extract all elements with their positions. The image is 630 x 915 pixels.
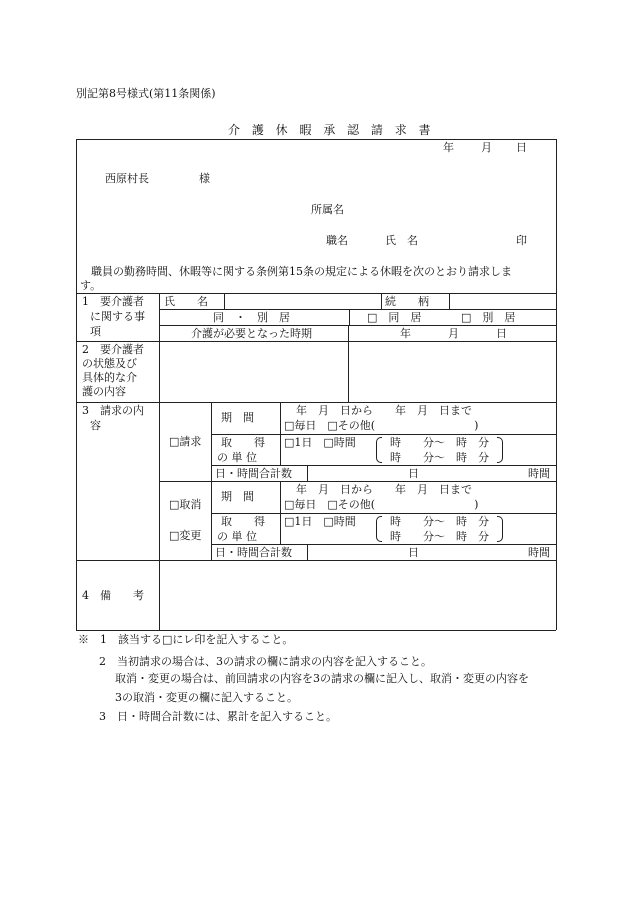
total-day-a: 日 (408, 467, 419, 480)
unit-choice-a[interactable]: □1日 □時間 (284, 436, 356, 449)
s1-label-2: に関する事 (90, 310, 145, 323)
bracket-right-a (497, 437, 503, 463)
s3-v-sub (211, 402, 212, 560)
unit-label2-b: の 単 位 (217, 530, 257, 543)
addressee-honorific: 様 (199, 172, 210, 185)
time-line-a2: 時 分～ 時 分 (390, 451, 489, 464)
period-line2-a: □毎日 □その他( ) (284, 419, 479, 432)
s2-v (348, 341, 349, 402)
separate-residence-checkbox[interactable]: □ 別 居 (461, 311, 516, 324)
s1-line-a (159, 309, 556, 310)
change-checkbox[interactable]: □変更 (169, 529, 202, 542)
s1-label-3: 項 (90, 325, 101, 338)
s1-line-b (159, 325, 556, 326)
needed-day: 日 (496, 327, 507, 340)
s3-b-line2 (211, 544, 556, 545)
applicant-name-label: 氏 名 (385, 234, 418, 247)
total-hour-b: 時間 (528, 546, 550, 559)
relation-label: 続 柄 (385, 295, 429, 308)
time-line-a1: 時 分～ 時 分 (390, 436, 489, 449)
s3-a-line1 (211, 434, 556, 435)
s3-label-1: 3 請求の内 (82, 404, 144, 417)
addressee-name: 西原村長 (105, 172, 149, 185)
needed-month: 月 (448, 327, 459, 340)
name-label: 氏 名 (164, 295, 208, 308)
total-hour-a: 時間 (528, 467, 550, 480)
frame-right (556, 139, 557, 630)
needed-label: 介護が必要となった時期 (191, 327, 312, 340)
s4-label: 4 備 考 (82, 589, 144, 602)
s3-v-total-a (307, 465, 308, 481)
unit-label1-b: 取 得 (221, 515, 265, 528)
s1-label-1: 1 要介護者 (82, 295, 144, 308)
time-line-b1: 時 分～ 時 分 (390, 515, 489, 528)
note-3: 3 日・時間合計数には、累計を記入すること。 (99, 710, 337, 723)
period-line1-a: 年 月 日から 年 月 日まで (296, 404, 472, 417)
unit-choice-b[interactable]: □1日 □時間 (284, 515, 356, 528)
note-2: 2 当初請求の場合は、3の請求の欄に請求の内容を記入すること。 (99, 655, 432, 668)
date-day: 日 (516, 141, 527, 154)
intro-line-2: す。 (80, 279, 102, 292)
frame-left (76, 139, 77, 630)
form-label: 別記第8号様式(第11条関係) (76, 87, 216, 100)
total-label-b: 日・時間合計数 (215, 546, 292, 559)
s1-v-rel1 (381, 293, 382, 309)
note-2-cont: 取消・変更の場合は、前回請求の内容を3の請求の欄に記入し、取消・変更の内容を (115, 672, 529, 685)
date-month: 月 (481, 141, 492, 154)
s1-v-cohabit (349, 309, 350, 325)
row-sep-3 (76, 402, 556, 403)
position-label: 職名 (326, 234, 348, 247)
cohabit-label: 同 ・ 別 居 (213, 311, 290, 324)
s2-label-2: の状態及び (82, 357, 137, 370)
row-sep-2 (76, 341, 556, 342)
s3-a-line2 (211, 465, 556, 466)
affiliation-label: 所属名 (311, 203, 344, 216)
time-line-b2: 時 分～ 時 分 (390, 530, 489, 543)
s1-v-needed (348, 325, 349, 341)
s2-label-3: 具体的な介 (82, 371, 137, 384)
frame-bottom (76, 630, 556, 631)
s1-v-rel2 (449, 293, 450, 309)
bracket-left-b (376, 516, 382, 542)
unit-label2-a: の 単 位 (217, 451, 257, 464)
bracket-right-b (497, 516, 503, 542)
note-2-cont2: 3の取消・変更の欄に記入すること。 (115, 691, 298, 704)
period-label-b: 期 間 (221, 490, 254, 503)
date-year: 年 (443, 141, 454, 154)
seal-label: 印 (516, 234, 527, 247)
note-1: ※ 1 該当する□にレ印を記入すること。 (78, 633, 294, 646)
frame-top (76, 139, 556, 140)
unit-label1-a: 取 得 (221, 436, 265, 449)
s3-b-line1 (211, 513, 556, 514)
needed-year: 年 (400, 327, 411, 340)
page-title: 介 護 休 暇 承 認 請 求 書 (228, 123, 435, 137)
request-checkbox[interactable]: □請求 (169, 435, 202, 448)
s1-v-name (224, 293, 225, 309)
s3-label-2: 容 (90, 419, 101, 432)
intro-line-1: 職員の勤務時間、休暇等に関する条例第15条の規定による休暇を次のとおり請求しま (91, 265, 512, 278)
s2-label-4: 護の内容 (82, 385, 126, 398)
period-line2-b: □毎日 □その他( ) (284, 498, 479, 511)
row-sep-1 (76, 293, 556, 294)
s3-mid (159, 481, 556, 482)
same-residence-checkbox[interactable]: □ 同 居 (367, 311, 422, 324)
row-sep-4 (76, 560, 556, 561)
s2-label-1: 2 要介護者 (82, 343, 144, 356)
cancel-checkbox[interactable]: □取消 (169, 498, 202, 511)
total-label-a: 日・時間合計数 (215, 467, 292, 480)
period-label-a: 期 間 (221, 411, 254, 424)
bracket-left-a (376, 437, 382, 463)
label-col-divider (159, 293, 160, 630)
s3-v-total-b (307, 544, 308, 560)
total-day-b: 日 (408, 546, 419, 559)
period-line1-b: 年 月 日から 年 月 日まで (296, 483, 472, 496)
